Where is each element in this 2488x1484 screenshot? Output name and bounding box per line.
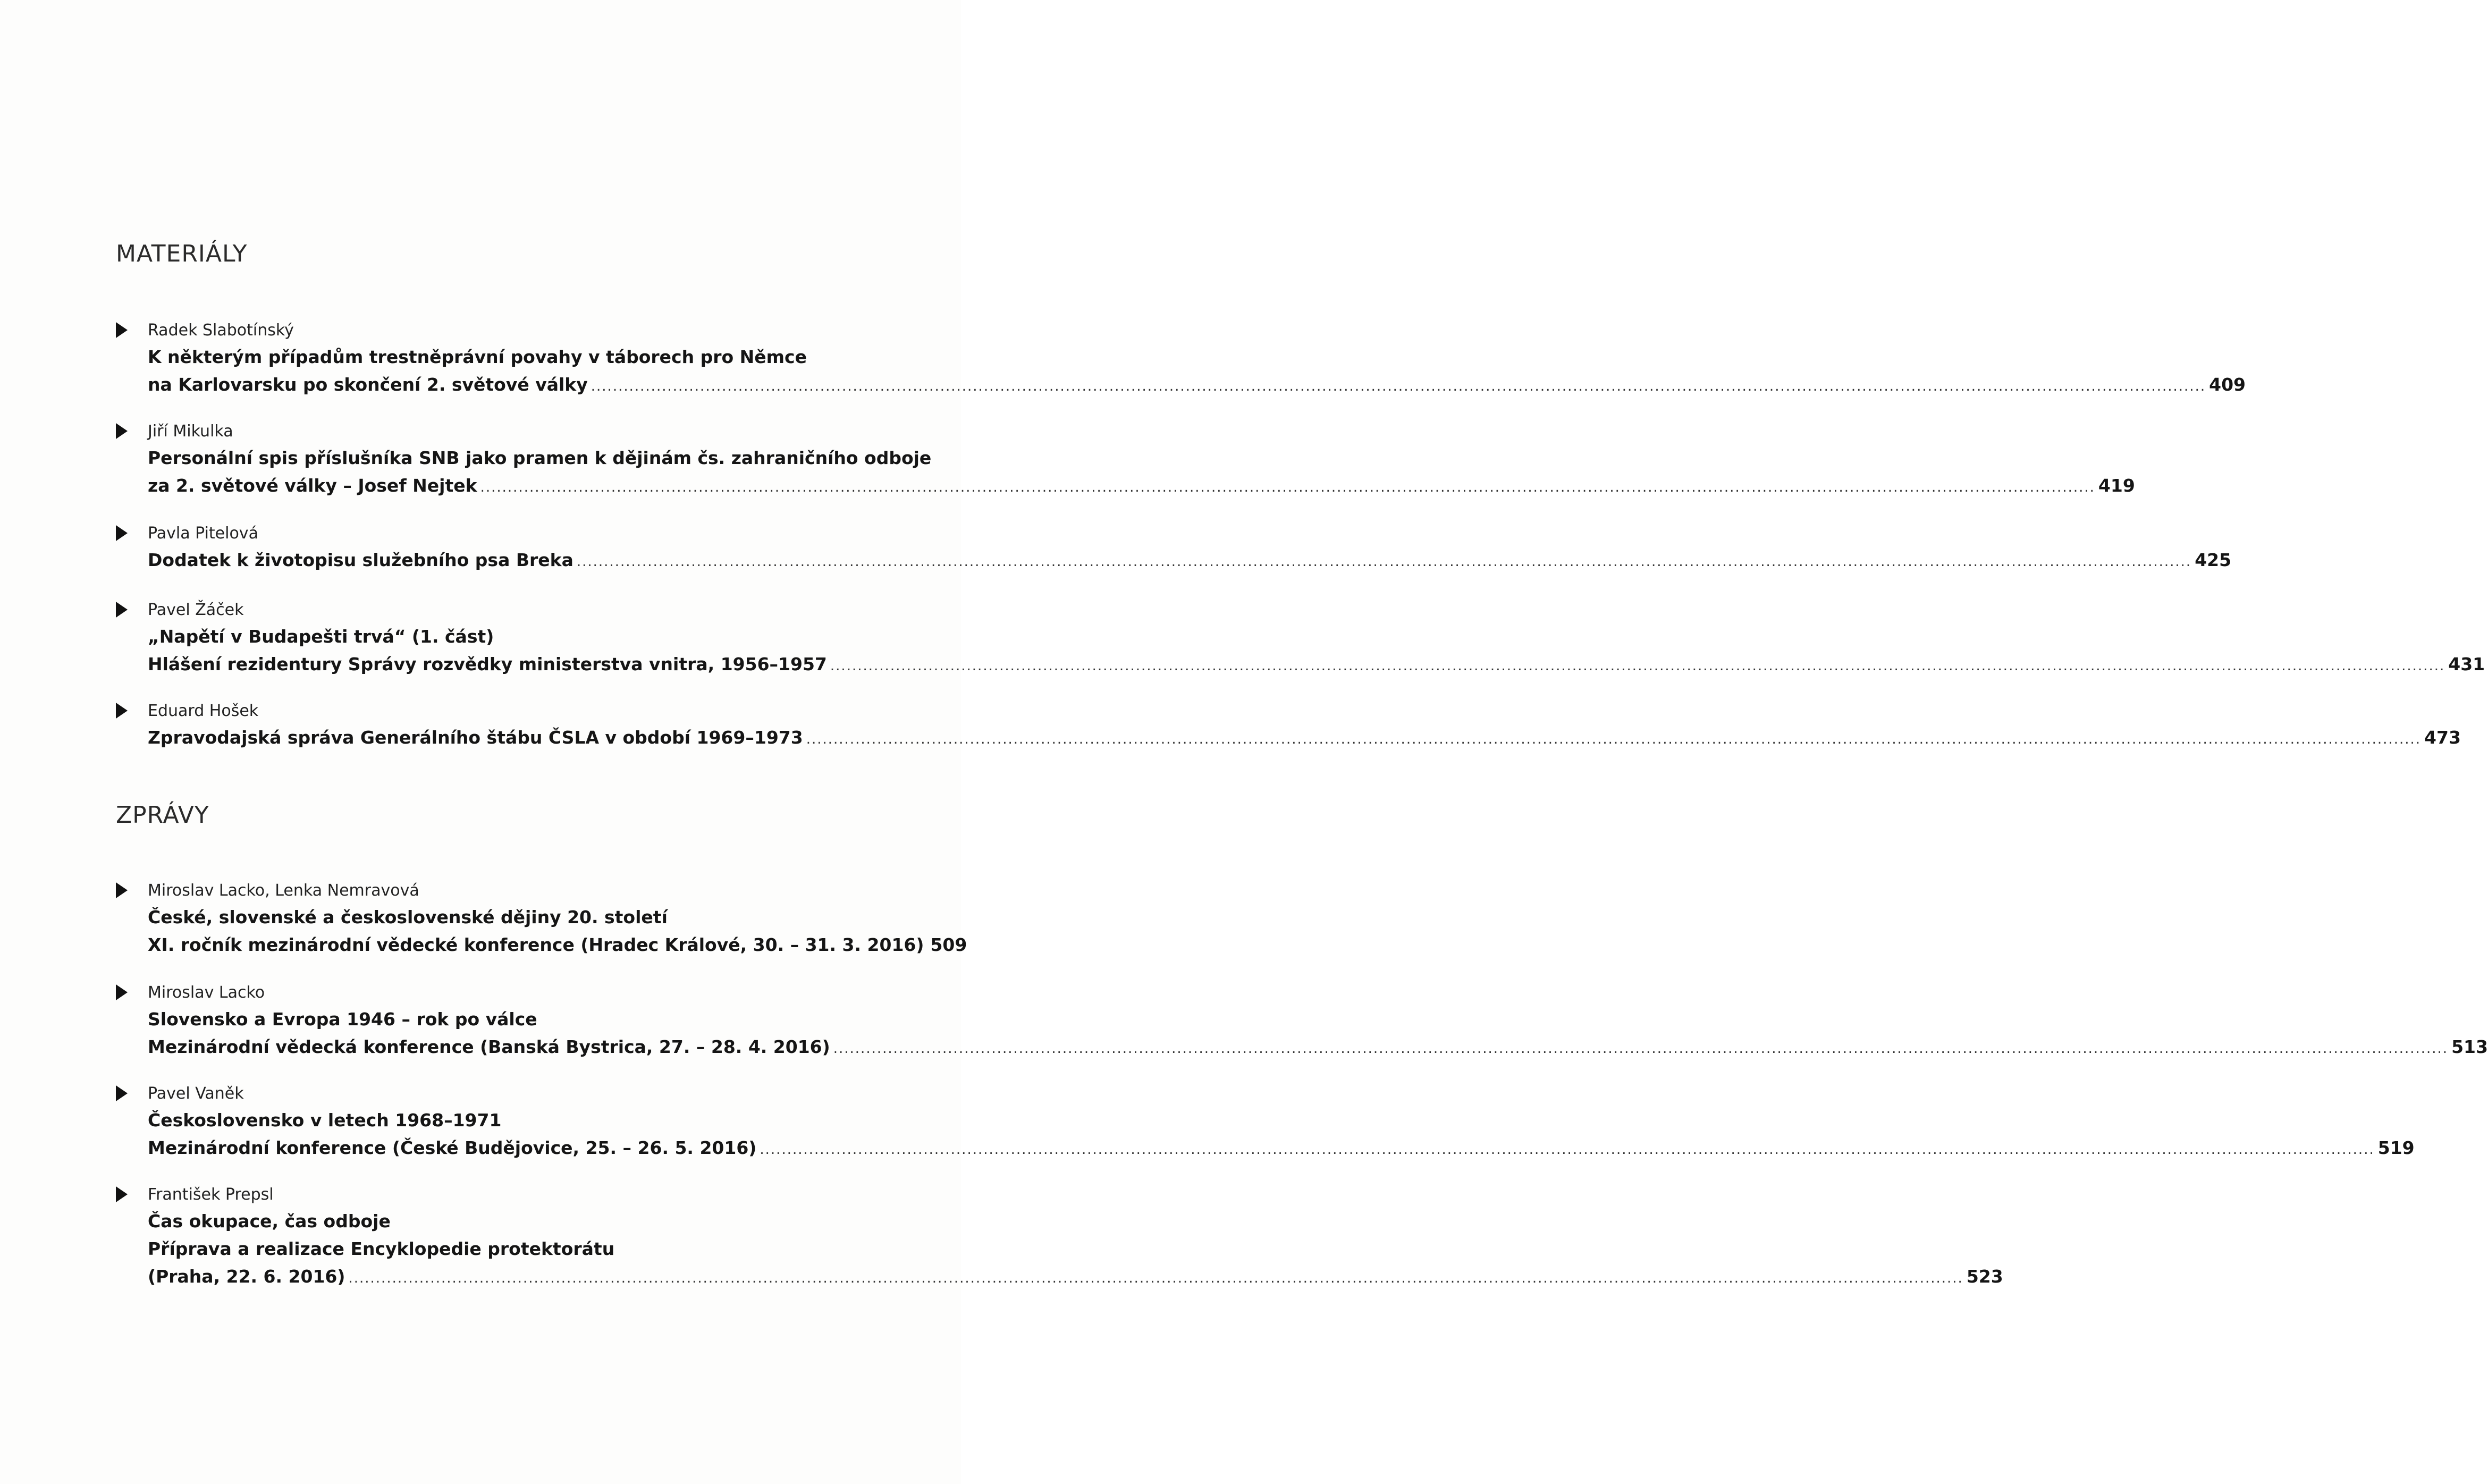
entry-last-line [148,472,2135,500]
entry-last-line [148,1263,2003,1291]
entry-title-last: (Praha, 22. 6. 2016) [148,1266,345,1287]
dot-leader [591,373,2206,400]
triangle-bullet-icon [116,322,128,338]
entry-author: Eduard Hošek [148,701,259,720]
triangle-bullet-icon [116,1085,128,1101]
entry-last-line [148,724,2461,752]
dot-leader [348,1264,1963,1292]
entry-title-line: Československo v letech 1968–1971 [148,1110,502,1131]
triangle-bullet-icon [116,423,128,439]
entry-page-number: 523 [1966,1266,2003,1287]
entry-author-row [116,1080,895,1107]
entry-page-number: 431 [2448,654,2485,674]
triangle-bullet-icon [116,602,128,618]
entry-author-row [116,317,895,343]
toc-entry [116,1181,2003,1291]
entry-last-line [148,1033,2488,1061]
toc-entry [116,520,2232,574]
entry-page-number: 473 [2424,727,2461,748]
entry-author: Pavel Vaněk [148,1084,244,1103]
entry-author-row [116,520,895,546]
entry-title-line: Čas okupace, čas odboje [148,1211,391,1232]
entry-last-line [148,651,2485,678]
entry-page-number: 509 [930,934,967,955]
toc-entry [116,596,2485,678]
entry-author: Radek Slabotínský [148,321,294,340]
triangle-bullet-icon [116,525,128,541]
entry-title-last: Mezinárodní konference (České Budějovice, 25. – 26. 5. 2016) [148,1137,757,1158]
toc-entry [116,979,2488,1061]
toc-entry [116,317,2246,399]
section-heading-zpravy: ZPRÁVY [116,802,209,829]
dot-leader [830,652,2445,680]
entry-title-line: K některým případům trestněprávní povahy v táborech pro Němce [148,347,807,367]
entry-author-row [116,596,895,623]
entry-title-line: Příprava a realizace Encyklopedie protektorátu [148,1238,615,1259]
entry-author-row [116,1181,895,1208]
section-heading-materialy: MATERIÁLY [116,240,248,267]
entry-title-line: „Napětí v Budapešti trvá“ (1. část) [148,626,494,647]
dot-leader [480,474,2095,501]
entry-title-last: na Karlovarsku po skončení 2. světové války [148,374,588,395]
entry-author: Miroslav Lacko, Lenka Nemravová [148,881,419,900]
entry-page-number: 519 [2377,1137,2415,1158]
entry-last-line [148,546,2232,574]
entry-title-line: Slovensko a Evropa 1946 – rok po válce [148,1009,537,1030]
entry-title-last: Zpravodajská správa Generálního štábu ČSLA v období 1969–1973 [148,727,803,748]
entry-title-last: za 2. světové války – Josef Nejtek [148,475,477,496]
entry-author: Pavel Žáček [148,600,244,619]
entry-author-row [116,418,895,444]
entry-author: František Prepsl [148,1185,274,1204]
entry-page-number: 513 [2451,1036,2488,1057]
entry-author: Jiří Mikulka [148,421,233,441]
entry-author: Miroslav Lacko [148,983,265,1002]
entry-last-line [148,371,2246,399]
toc-entry [116,877,967,959]
entry-author: Pavla Pitelová [148,524,258,543]
dot-leader [833,1035,2448,1063]
dot-leader [806,726,2421,753]
entry-title-last: Dodatek k životopisu služebního psa Breka [148,550,573,570]
triangle-bullet-icon [116,1186,128,1202]
triangle-bullet-icon [116,984,128,1000]
entry-title-last: XI. ročník mezinárodní vědecké konference (Hradec Králové, 30. – 31. 3. 2016) [148,934,924,955]
entry-title-line: Personální spis příslušníka SNB jako pramen k dějinám čs. zahraničního odboje [148,448,932,468]
triangle-bullet-icon [116,882,128,898]
entry-last-line [148,1134,2415,1162]
toc-entry [116,1080,2415,1162]
entry-author-row [116,877,895,904]
triangle-bullet-icon [116,703,128,719]
entry-title-line: České, slovenské a československé dějiny 20. století [148,907,668,928]
entry-author-row [116,697,895,724]
entry-page-number: 409 [2209,374,2246,395]
entry-last-line [148,931,967,959]
toc-entry [116,697,2461,752]
dot-leader [577,548,2191,576]
dot-leader [760,1136,2374,1163]
entry-author-row [116,979,895,1006]
entry-title-last: Hlášení rezidentury Správy rozvědky ministerstva vnitra, 1956–1957 [148,654,827,674]
toc-entry [116,418,2135,500]
entry-title-last: Mezinárodní vědecká konference (Banská Bystrica, 27. – 28. 4. 2016) [148,1036,830,1057]
entry-page-number: 419 [2098,475,2135,496]
entry-page-number: 425 [2195,550,2232,570]
